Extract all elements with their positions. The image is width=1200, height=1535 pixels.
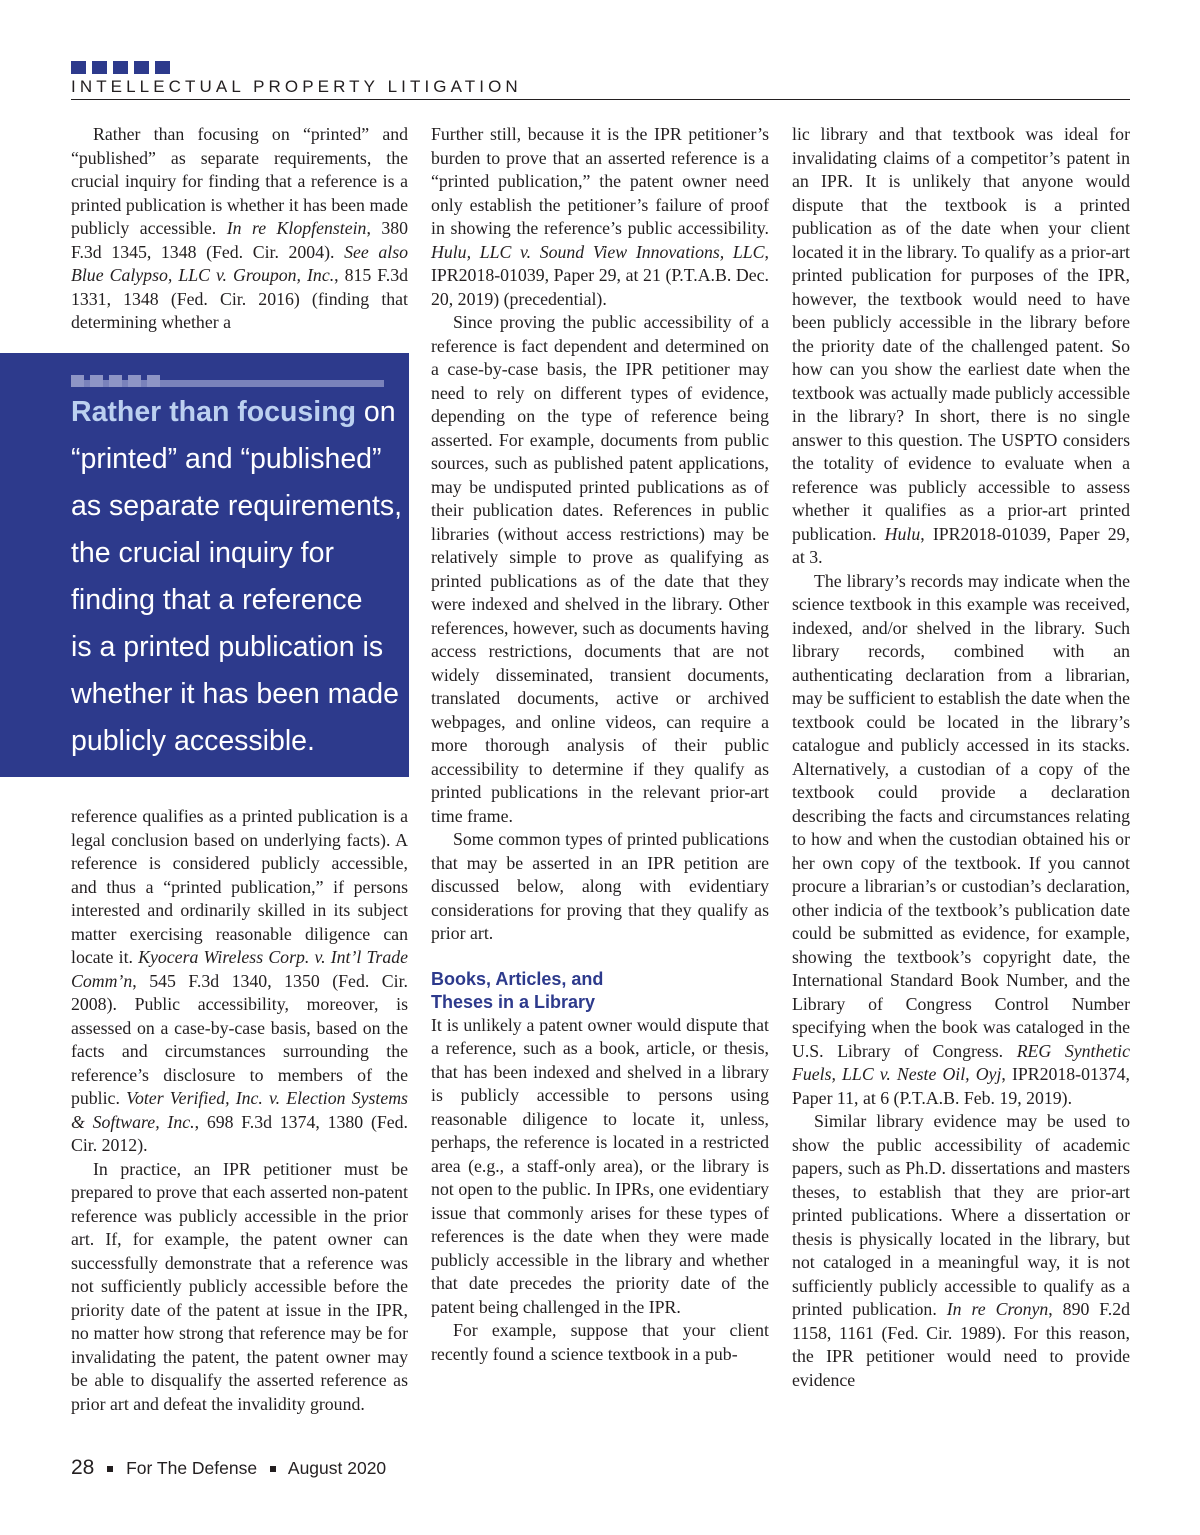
pull-quote-line: whether it has been made [71,678,399,710]
page-number: 28 [71,1456,95,1479]
case-citation: REG Synthetic Fuels, LLC v. Neste Oil, Oyj [792,1040,1130,1084]
paragraph: In practice, an IPR petitioner must be prepared to prove that each asserted non-patent reference was publicly accessible in the prior art. If, for example, the patent owner can successfully demonstrate that a reference was not sufficiently publicly accessible before the priority date of the patent at issue in the IPR, no matter how strong that reference may be for invalidating the patent, the patent owner may be able to disqualify the asserted reference as prior art and defeat the invalidity ground. [71,1158,408,1414]
case-citation: In re Cronyn [946,1299,1049,1319]
header-rule [71,99,1130,100]
subheading: Books, Articles, and Theses in a Library [431,968,604,1012]
bullet-icon [107,1466,113,1472]
column-1-bottom [71,805,408,1416]
pull-quote-line: finding that a reference [71,584,363,616]
paragraph: Rather than focusing on “printed” and “published” as separate requirements, the crucial inquiry for finding that a reference is a printed publication is whether it has been made publicly accessible. In re Klopfenstein, 380 F.3d 1345, 1348 (Fed. Cir. 2004). See also Blue Calypso, LLC v. Groupon, Inc., 815 F.3d 1331, 1348 (Fed. Cir. 2016) (finding that determining whether a [71,124,409,332]
column-3 [792,123,1130,1392]
case-citation: In re Klopfenstein [226,218,367,238]
bullet-icon [270,1466,276,1472]
pull-quote-line: as separate requirements, [71,490,403,522]
paragraph: Since proving the public accessibility of a reference is fact dependent and determined on a case-by-case basis, the IPR petitioner may need to rely on different types of evidence, depending on the type of reference being asserted. For example, documents from public sources, such as published patent applications, may be undisputed printed publications as of their publication dates. References in public libraries (without access restrictions) may be relatively simple to prove as qualifying as printed publications as of the date that they were indexed and shelved in the library. Other references, however, such as documents having access restrictions, documents that are not widely disseminated, transient documents, translated documents, active or archived webpages, and online videos, can require a more thorough analysis of their public accessibility to determine if they qualify as printed publications in the relevant prior-art time frame. [431,312,769,826]
case-citation: Hulu [884,523,921,544]
pull-quote-line: publicly accessible. [71,725,315,757]
pull-quote-lead: Rather than focusing [71,396,357,428]
pull-quote-line: the crucial inquiry for [71,537,334,569]
pull-quote-squares-icon [71,375,166,388]
paragraph: The library’s records may indicate when the science textbook in this example was received, indexed, and/or shelved in the library. Such library records, combined with an authenticating declaration from a librarian, may be sufficient to establish the date when the textbook could be located in the library’s catalogue and publicly accessed in its stacks. Alternatively, a custodian of a copy of the textbook could provide a declaration describing the facts and circumstances relating to how and when the custodian obtained his or her own copy of the textbook. If you cannot procure a librarian’s or custodian’s declaration, other indicia of the textbook’s publication date could be submitted as evidence, for example, showing the textbook’s copyright date, the International Standard Book Number, and the Library of Congress Control Number specifying when the book was cataloged in the U.S. Library of Congress. REG Synthetic Fuels, LLC v. Neste Oil, Oyj, IPR2018-01374, Paper 11, at 6 (P.T.A.B. Feb. 19, 2019). [792,570,1130,1108]
page-footer [71,1456,386,1480]
pull-quote [0,353,409,777]
header-squares-icon [71,61,176,74]
paragraph: It is unlikely a patent owner would dispute that a reference, such as a book, article, or thesis, that has been indexed and shelved in a library is publicly accessible to persons using reasonable diligence to locate it, unless, perhaps, the reference is located in a restricted area (e.g., a staff-only area), or the library is not open to the public. In IPRs, one evidentiary issue that commonly arises for these types of references is the date when they were made publicly accessible in the library and whether that date precedes the priority date of the patent being challenged in the IPR. [431,1014,769,1317]
column-2 [431,123,769,1366]
case-citation: See also Blue Calypso, LLC v. Groupon, Inc. [71,241,409,285]
pull-quote-line: “printed” and “published” [71,443,382,475]
case-citation: Hulu, LLC v. Sound View Innovations, LLC [431,241,765,262]
paragraph: reference qualifies as a printed publication is a legal conclusion based on underlying facts). A reference is considered publicly accessible, and thus a “printed publication,” if persons interested and ordinarily skilled in its subject matter exercising reasonable diligence can locate it. Kyocera Wireless Corp. v. Int’l Trade Comm’n, 545 F.3d 1340, 1350 (Fed. Cir. 2008). Public accessibility, moreover, is assessed on a case-by-case basis, based on the facts and circumstances surrounding the reference’s disclosure to members of the public. Voter Verified, Inc. v. Election Systems & Software, Inc., 698 F.3d 1374, 1380 (Fed. Cir. 2012). [71,806,408,1155]
section-title: INTELLECTUAL PROPERTY LITIGATION [71,77,522,96]
column-1-top [71,123,408,335]
pull-quote-text [71,389,403,765]
case-citation: Kyocera Wireless Corp. v. Int’l Trade Comm’n [71,947,408,991]
case-citation: Voter Verified, Inc. v. Election Systems & Software, Inc. [71,1088,408,1132]
paragraph: Some common types of printed publications that may be asserted in an IPR petition are discussed below, along with evidentiary considerations for proving that they qualify as prior art. [431,829,769,943]
paragraph: For example, suppose that your client recently found a science textbook in a pub- [431,1320,769,1364]
paragraph: Further still, because it is the IPR petitioner’s burden to prove that an asserted reference is a “printed publication,” the patent owner need only establish the petitioner’s failure of proof in showing the reference’s public accessibility. Hulu, LLC v. Sound View Innovations, LLC, IPR2018-01039, Paper 29, at 21 (P.T.A.B. Dec. 20, 2019) (precedential). [431,124,769,309]
issue-date: August 2020 [287,1458,387,1478]
publication-name: For The Defense [126,1458,258,1478]
paragraph: Similar library evidence may be used to show the public accessibility of academic papers, such as Ph.D. dissertations and masters theses, to establish that they are prior-art printed publications. Where a dissertation or thesis is physically located in the library, but not cataloged in a meaningful way, it is not sufficiently publicly accessible to qualify as a printed publication. In re Cronyn, 890 F.2d 1158, 1161 (Fed. Cir. 1989). For this reason, the IPR petitioner would need to provide evidence [792,1111,1130,1390]
paragraph: lic library and that textbook was ideal for invalidating claims of a competitor’s patent in an IPR. It is unlikely that anyone would dispute that the textbook is a printed publication as of the date when your client located it in the library. To qualify as a prior-art printed publication for purposes of the IPR, however, the textbook would need to have been publicly accessible in the library before the priority date of the challenged patent. So how can you show the earliest date when the textbook was actually made publicly accessible in the library? In short, there is no single answer to this question. The USPTO considers the totality of evidence to evaluate when a reference was publicly accessible to assess whether it qualifies as a prior-art printed publication. Hulu, IPR2018-01039, Paper 29, at 3. [792,124,1130,567]
pull-quote-line: is a printed publication is [71,631,384,663]
pull-quote-line: Rather than focusing on [71,396,396,428]
